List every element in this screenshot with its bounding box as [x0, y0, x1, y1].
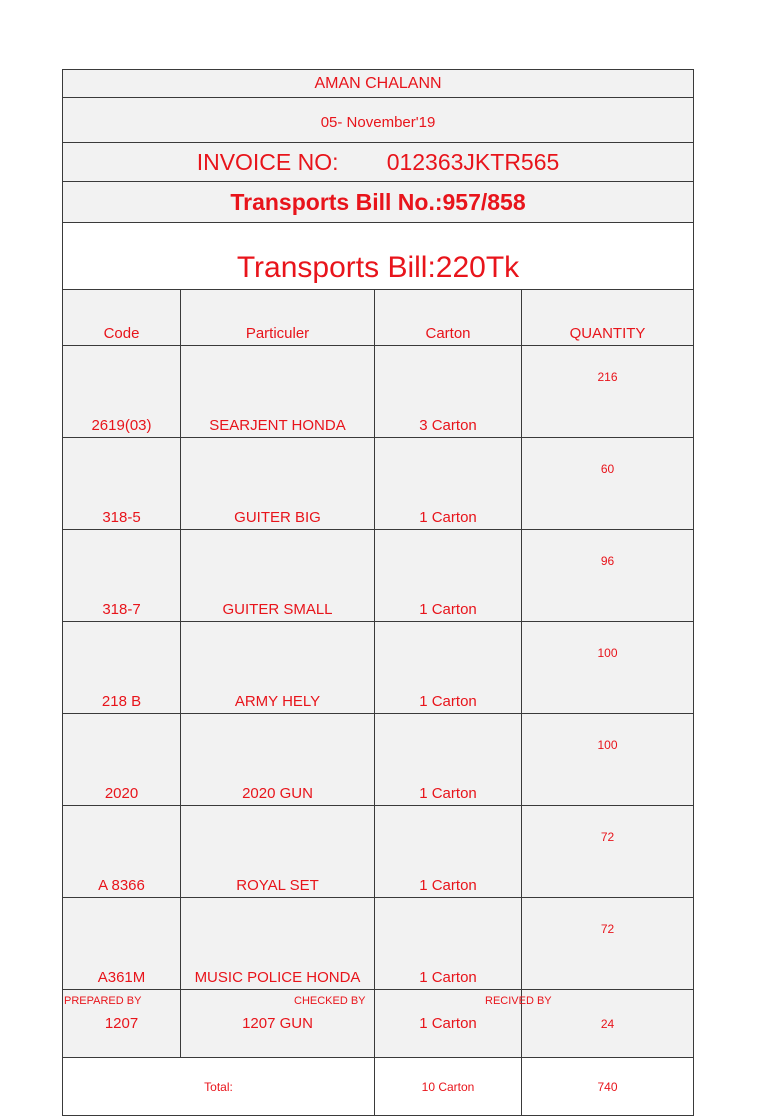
row-carton: 1 Carton [375, 622, 522, 714]
row-code: 318-5 [63, 438, 181, 530]
row-particular: SEARJENT HONDA [181, 346, 375, 438]
total-quantity: 740 [522, 1058, 694, 1116]
row-quantity: 24 [522, 990, 694, 1058]
total-row [63, 1058, 694, 1116]
row-carton: 1 Carton [375, 806, 522, 898]
challan-table [62, 69, 694, 1116]
table-row [63, 622, 694, 714]
row-carton: 3 Carton [375, 346, 522, 438]
row-carton: 1 Carton [375, 530, 522, 622]
row-quantity: 96 [522, 530, 694, 622]
row-particular: ARMY HELY [181, 622, 375, 714]
transport-bill-number: Transports Bill No.:957/858 [63, 182, 694, 223]
checked-by-label: CHECKED BY [294, 995, 366, 1007]
table-row [63, 530, 694, 622]
row-quantity: 216 [522, 346, 694, 438]
column-header-carton: Carton [375, 290, 522, 346]
row-carton: 1 Carton [375, 438, 522, 530]
table-row [63, 806, 694, 898]
row-code: 2020 [63, 714, 181, 806]
row-code: 218 B [63, 622, 181, 714]
total-label: Total: [63, 1058, 375, 1116]
column-header-quantity: QUANTITY [522, 290, 694, 346]
row-code: 1207 [63, 990, 181, 1058]
invoice-label: INVOICE NO: [196, 148, 339, 175]
row-quantity: 60 [522, 438, 694, 530]
prepared-by-label: PREPARED BY [64, 995, 142, 1007]
row-code: 318-7 [63, 530, 181, 622]
invoice-number: 012363JKTR565 [386, 148, 560, 175]
transport-bill-amount: Transports Bill:220Tk [63, 223, 694, 290]
row-quantity: 100 [522, 714, 694, 806]
row-particular: 2020 GUN [181, 714, 375, 806]
total-carton: 10 Carton [375, 1058, 522, 1116]
row-code: A361M [63, 898, 181, 990]
row-particular: MUSIC POLICE HONDA [181, 898, 375, 990]
row-particular: GUITER BIG [181, 438, 375, 530]
column-header-code: Code [63, 290, 181, 346]
row-quantity: 72 [522, 898, 694, 990]
row-code: 2619(03) [63, 346, 181, 438]
row-carton: 1 Carton [375, 898, 522, 990]
row-particular: 1207 GUN [181, 990, 375, 1058]
challan-document [62, 69, 693, 1116]
column-header-particular: Particuler [181, 290, 375, 346]
table-row [63, 898, 694, 990]
row-particular: ROYAL SET [181, 806, 375, 898]
invoice-number-row [63, 143, 694, 182]
challan-date: 05- November'19 [63, 98, 694, 143]
table-row [63, 346, 694, 438]
company-name: AMAN CHALANN [63, 70, 694, 98]
table-row [63, 438, 694, 530]
row-particular: GUITER SMALL [181, 530, 375, 622]
table-row [63, 714, 694, 806]
received-by-label: RECIVED BY [485, 995, 552, 1007]
row-code: A 8366 [63, 806, 181, 898]
row-quantity: 100 [522, 622, 694, 714]
row-quantity: 72 [522, 806, 694, 898]
row-carton: 1 Carton [375, 714, 522, 806]
row-carton: 1 Carton [375, 990, 522, 1058]
